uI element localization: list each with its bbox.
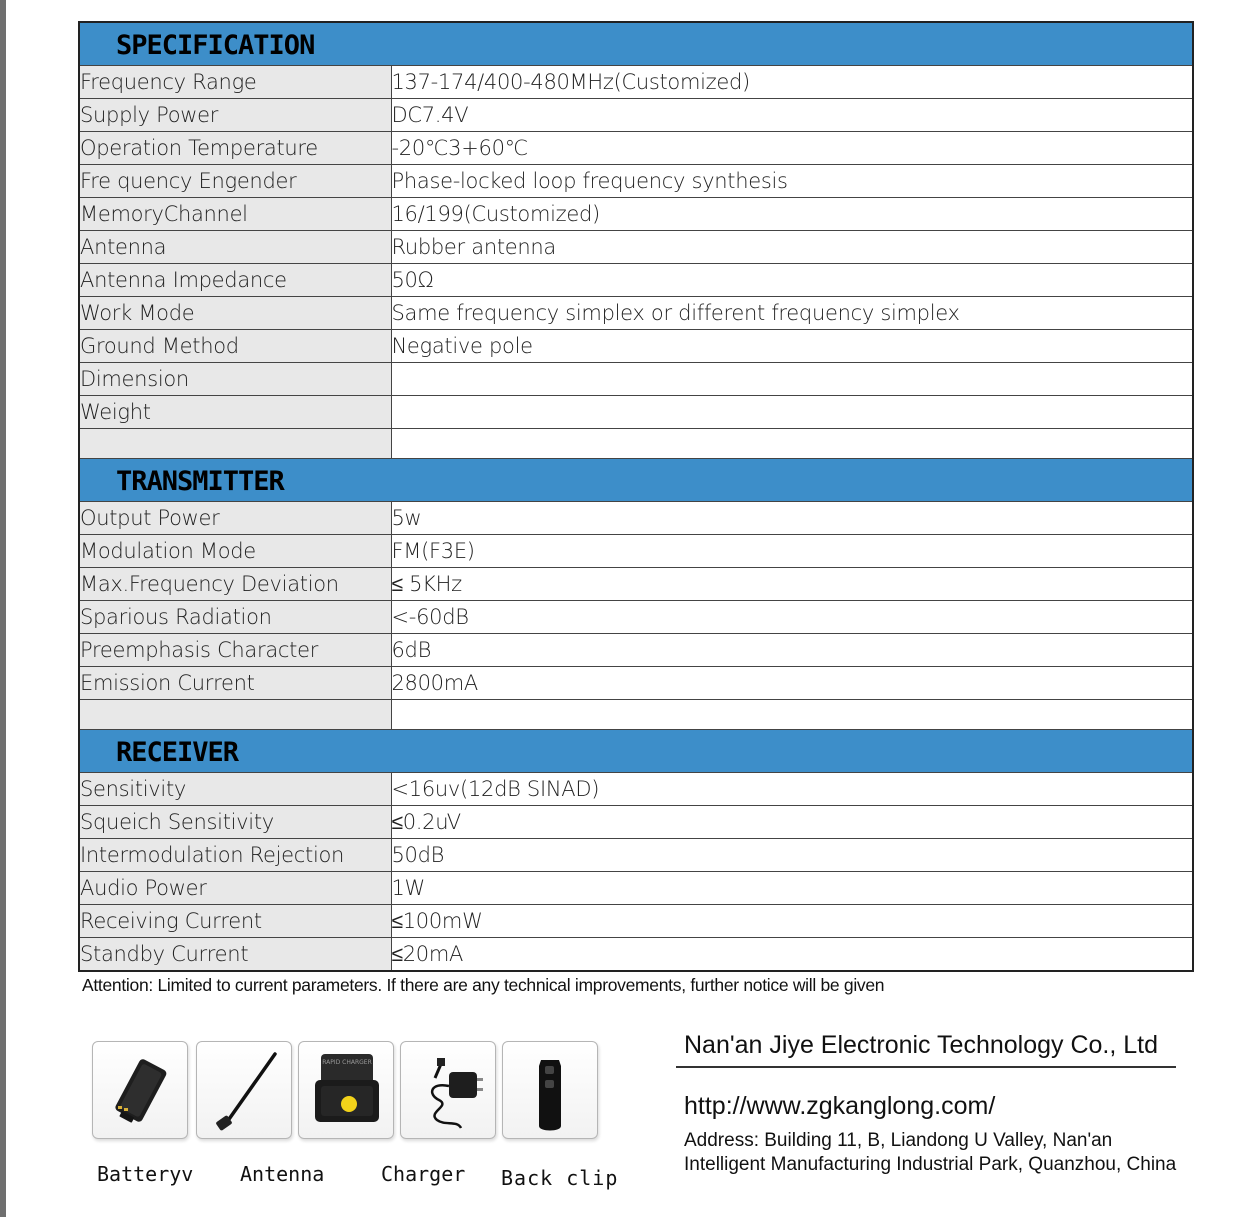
row-value: ≤ 5KHz: [391, 568, 1193, 601]
row-label: Receiving Current: [79, 905, 391, 938]
row-label: Fre quency Engender: [79, 165, 391, 198]
row-label: Standby Current: [79, 938, 391, 972]
row-value: <16uv(12dB SINAD): [391, 773, 1193, 806]
table-row: [79, 773, 1193, 806]
table-row: [79, 535, 1193, 568]
table-row: [79, 396, 1193, 429]
row-label: Ground Method: [79, 330, 391, 363]
section-title: RECEIVER: [79, 730, 1193, 773]
row-value: [391, 396, 1193, 429]
row-label: Emission Current: [79, 667, 391, 700]
company-url[interactable]: http://www.zgkanglong.com/: [684, 1092, 996, 1120]
back-clip-icon: [503, 1042, 597, 1138]
power-adapter-icon: [401, 1042, 495, 1138]
accessory-label: Antenna: [240, 1162, 325, 1186]
accessory-label: Batteryv: [97, 1162, 194, 1186]
row-value: -20℃3+60℃: [391, 132, 1193, 165]
table-row: [79, 634, 1193, 667]
company-name: Nan'an Jiye Electronic Technology Co., Ltd: [684, 1031, 1159, 1059]
row-value: 137-174/400-480MHz(Customized): [391, 66, 1193, 99]
row-label: Intermodulation Rejection: [79, 839, 391, 872]
table-row: [79, 938, 1193, 972]
row-value: 50Ω: [391, 264, 1193, 297]
spacer-row: [79, 700, 1193, 730]
row-label: Weight: [79, 396, 391, 429]
table-row: [79, 132, 1193, 165]
row-value: ≤100mW: [391, 905, 1193, 938]
section-header-transmitter: [79, 459, 1193, 502]
table-row: [79, 264, 1193, 297]
row-value: 2800mA: [391, 667, 1193, 700]
row-value: 1W: [391, 872, 1193, 905]
table-row: [79, 568, 1193, 601]
row-label: Sensitivity: [79, 773, 391, 806]
section-header-receiver: [79, 730, 1193, 773]
row-value: FM(F3E): [391, 535, 1193, 568]
accessory-label: Back clip: [501, 1166, 619, 1190]
row-value: <-60dB: [391, 601, 1193, 634]
table-row: [79, 667, 1193, 700]
row-value: DC7.4V: [391, 99, 1193, 132]
row-label: Max.Frequency Deviation: [79, 568, 391, 601]
row-label: MemoryChannel: [79, 198, 391, 231]
table-row: [79, 601, 1193, 634]
row-label: Frequency Range: [79, 66, 391, 99]
table-row: [79, 806, 1193, 839]
attention-note: Attention: Limited to current parameters. If there are any technical improvements, further notice will be given: [82, 975, 885, 995]
table-row: [79, 872, 1193, 905]
row-value: ≤20mA: [391, 938, 1193, 972]
section-title: TRANSMITTER: [79, 459, 1193, 502]
row-label: Squeich Sensitivity: [79, 806, 391, 839]
table-row: [79, 198, 1193, 231]
spacer-row: [79, 429, 1193, 459]
row-label: Preemphasis Character: [79, 634, 391, 667]
address-line: Address: Building 11, B, Liandong U Valley, Nan'an: [684, 1130, 1113, 1151]
row-value: 6dB: [391, 634, 1193, 667]
table-row: [79, 839, 1193, 872]
table-row: [79, 297, 1193, 330]
table-row: [79, 363, 1193, 396]
company-address: [684, 1129, 1204, 1177]
antenna-icon: [197, 1042, 291, 1138]
row-label: Antenna Impedance: [79, 264, 391, 297]
row-label: Antenna: [79, 231, 391, 264]
charger-cradle-icon: [299, 1042, 393, 1138]
page-edge-bar: [0, 0, 6, 1217]
address-line: Intelligent Manufacturing Industrial Park, Quanzhou, China: [684, 1154, 1177, 1175]
row-value: [391, 363, 1193, 396]
row-value: 5w: [391, 502, 1193, 535]
row-label: Output Power: [79, 502, 391, 535]
charger-imprint: RAPID CHARGER: [322, 1059, 372, 1066]
accessory-label: Charger: [381, 1162, 466, 1186]
row-value: 16/199(Customized): [391, 198, 1193, 231]
table-row: [79, 165, 1193, 198]
row-value: Negative pole: [391, 330, 1193, 363]
battery-photo: [92, 1041, 188, 1139]
row-label: Audio Power: [79, 872, 391, 905]
battery-icon: [93, 1042, 187, 1138]
table-row: [79, 330, 1193, 363]
row-label: Supply Power: [79, 99, 391, 132]
row-value: Same frequency simplex or different frequency simplex: [391, 297, 1193, 330]
table-row: [79, 99, 1193, 132]
row-label: Dimension: [79, 363, 391, 396]
back-clip-photo: [502, 1041, 598, 1139]
adapter-photo: [400, 1041, 496, 1139]
spec-table: [78, 21, 1194, 972]
table-row: [79, 231, 1193, 264]
row-value: Phase-locked loop frequency synthesis: [391, 165, 1193, 198]
row-label: Operation Temperature: [79, 132, 391, 165]
section-title: SPECIFICATION: [79, 22, 1193, 66]
table-row: [79, 502, 1193, 535]
antenna-photo: [196, 1041, 292, 1139]
charger-photo: [298, 1041, 394, 1139]
row-value: ≤0.2uV: [391, 806, 1193, 839]
row-label: Sparious Radiation: [79, 601, 391, 634]
table-row: [79, 905, 1193, 938]
row-value: 50dB: [391, 839, 1193, 872]
table-row: [79, 66, 1193, 99]
row-label: Work Mode: [79, 297, 391, 330]
divider: [676, 1066, 1176, 1068]
section-header-specification: [79, 22, 1193, 66]
row-value: Rubber antenna: [391, 231, 1193, 264]
row-label: Modulation Mode: [79, 535, 391, 568]
